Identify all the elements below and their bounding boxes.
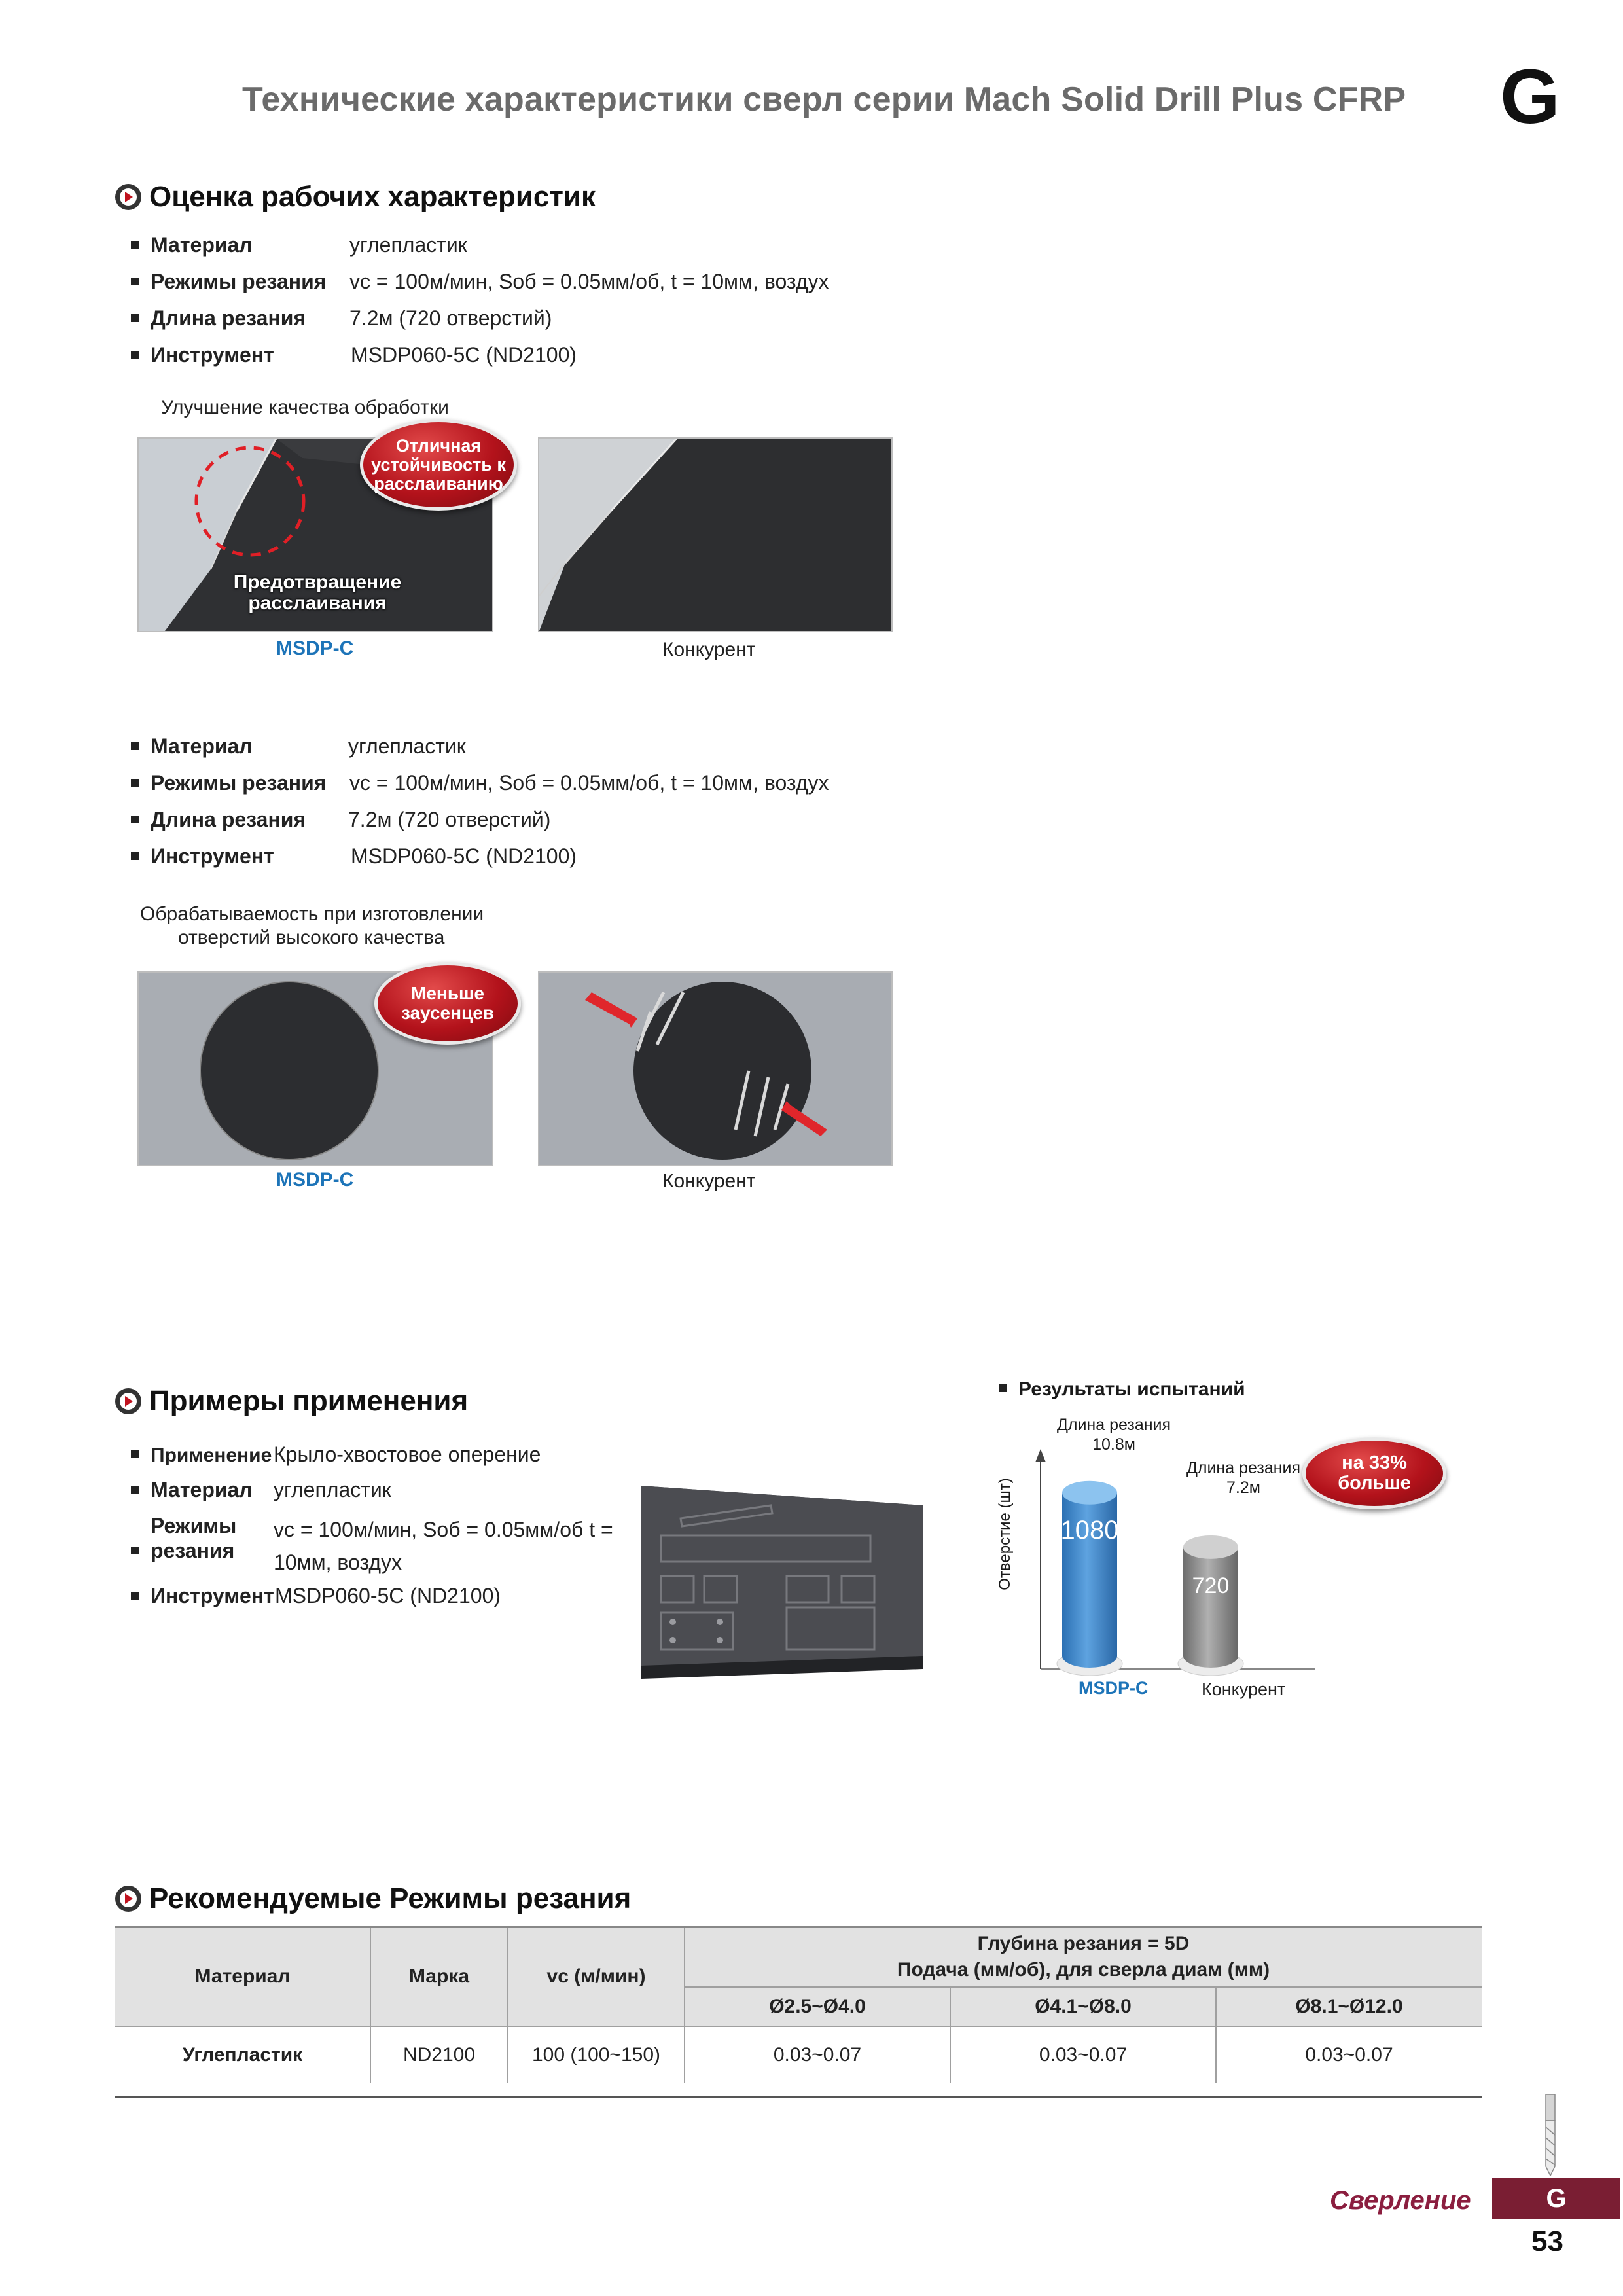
- page-header-title: Технические характеристики сверл серии Mach Solid Drill Plus CFRP: [242, 81, 1406, 118]
- square-bullet-icon: [131, 852, 139, 860]
- square-bullet-icon: [131, 1450, 139, 1458]
- spec-label: Длина резания: [151, 306, 306, 330]
- bar-top: [1062, 1481, 1117, 1505]
- applications-heading-text: Примеры применения: [149, 1385, 469, 1417]
- annotation-msdp: Длина резания 10.8м: [1056, 1416, 1171, 1454]
- spec-row: [131, 1584, 274, 1608]
- spec-label: Инструмент: [151, 343, 274, 367]
- spec-value: MSDP060-5C (ND2100): [351, 844, 577, 868]
- cfrp-part-illustration: [635, 1479, 936, 1689]
- cell-feed: 0.03~0.07: [950, 2026, 1216, 2083]
- badge-burrs: [374, 962, 521, 1045]
- col-diameter: Ø8.1~Ø12.0: [1216, 1987, 1482, 2026]
- chart-ylabel: Отверстие (шт): [996, 1478, 1014, 1590]
- spec-value: MSDP060-5C (ND2100): [351, 343, 577, 367]
- col-group: [685, 1928, 1482, 1987]
- photo-subtitle-1: Улучшение качества обработки: [161, 397, 449, 418]
- square-bullet-icon: [131, 1592, 139, 1600]
- table-bottom-rule: [115, 2096, 1482, 2098]
- spec-label: Длина резания: [151, 808, 306, 831]
- page-number: 53: [1531, 2225, 1563, 2257]
- spec-value: углепластик: [349, 233, 467, 257]
- spec-value: MSDP060-5C (ND2100): [275, 1584, 501, 1607]
- bar-body: [1183, 1547, 1238, 1656]
- bar-bottom: [1062, 1644, 1117, 1668]
- square-bullet-icon: [999, 1384, 1007, 1392]
- cell-feed: 0.03~0.07: [1216, 2026, 1482, 2083]
- spec-label: Материал: [151, 1478, 253, 1501]
- photo-subtitle-2b: отверстий высокого качества: [178, 927, 445, 948]
- photo-subtitle-2a: Обрабатываемость при изготовлении: [140, 903, 484, 925]
- caption-competitor-1: Конкурент: [662, 639, 756, 660]
- spec-row: [131, 233, 253, 257]
- square-bullet-icon: [131, 1486, 139, 1494]
- spec-value: vc = 100м/мин, Sоб = 0.05мм/об, t = 10мм, воздух: [349, 270, 829, 293]
- bar-top: [1183, 1535, 1238, 1559]
- square-bullet-icon: [131, 314, 139, 322]
- square-bullet-icon: [131, 742, 139, 750]
- spec-row: [131, 844, 274, 869]
- photo-competitor-edge: [538, 437, 893, 632]
- badge-burrs-text: Меньше заусенцев: [401, 983, 495, 1023]
- col-diameter: Ø4.1~Ø8.0: [950, 1987, 1216, 2026]
- section-bullet-icon: [115, 1388, 141, 1414]
- spec-value: 7.2м (720 отверстий): [349, 306, 552, 330]
- recommended-table: [115, 1928, 1482, 2083]
- spec-label: Режимы резания: [151, 270, 327, 293]
- footer-section-tab: [1492, 2178, 1620, 2219]
- bar-competitor: [1178, 1535, 1243, 1676]
- caption-competitor-2: Конкурент: [662, 1170, 756, 1192]
- footer-section-word: Сверление: [1330, 2186, 1471, 2215]
- overlay-delamination: Предотвращение расслаивания: [233, 571, 402, 614]
- results-title-text: Результаты испытаний: [1018, 1378, 1245, 1400]
- y-axis-arrow-icon: [1035, 1449, 1046, 1462]
- spec-label: Материал: [151, 233, 253, 257]
- spec-label: Режимы резания: [151, 771, 327, 795]
- badge-delamination-text: Отличная устойчивость к расслаиванию: [371, 435, 506, 493]
- spec-row: [131, 270, 326, 294]
- col-group-line1: Глубина резания = 5D: [977, 1933, 1190, 1954]
- section-letter: G: [1500, 54, 1560, 140]
- spec-row: [131, 771, 326, 795]
- cell-grade: ND2100: [370, 2026, 508, 2083]
- bar-value-label: 1080: [1060, 1515, 1119, 1545]
- evaluation-heading-text: Оценка рабочих характеристик: [149, 181, 596, 213]
- section-bullet-icon: [115, 184, 141, 210]
- bar-value-label: 720: [1192, 1573, 1230, 1598]
- spec-row: [131, 808, 306, 832]
- col-vc: vc (м/мин): [508, 1928, 685, 2026]
- bar-bottom: [1183, 1644, 1238, 1668]
- evaluation-heading: [115, 181, 596, 213]
- spec-value: углепластик: [274, 1478, 391, 1501]
- badge-delamination: [360, 419, 517, 511]
- badge-more-text: на 33% больше: [1338, 1452, 1411, 1494]
- table-header-row: [115, 1928, 1482, 1987]
- spec-label: Применение: [151, 1444, 272, 1466]
- bar-msdp: [1057, 1481, 1122, 1676]
- spec-label: Материал: [151, 734, 253, 758]
- applications-heading: [115, 1385, 468, 1418]
- caption-msdp-2: MSDP-C: [276, 1169, 354, 1191]
- caption-msdp-1: MSDP-C: [276, 637, 354, 659]
- square-bullet-icon: [131, 816, 139, 823]
- spec-row: [131, 1513, 255, 1563]
- section-bullet-icon: [115, 1886, 141, 1912]
- spec-value: Крыло-хвостовое оперение: [274, 1443, 541, 1466]
- spec-row: [131, 306, 306, 331]
- cell-vc: 100 (100~150): [508, 2026, 685, 2083]
- spec-label: Режимы резания: [151, 1514, 237, 1562]
- square-bullet-icon: [131, 351, 139, 359]
- cell-material: Углепластик: [115, 2026, 370, 2083]
- chart-category-msdp: MSDP-C: [1079, 1678, 1149, 1698]
- spec-value: vc = 100м/мин, Sоб = 0.05мм/об, t = 10мм, воздух: [349, 771, 829, 795]
- spec-value: углепластик: [348, 734, 466, 758]
- square-bullet-icon: [131, 779, 139, 787]
- spec-row: [131, 343, 274, 367]
- spec-row: [131, 1478, 253, 1502]
- footer-tab-letter: G: [1546, 2183, 1567, 2213]
- chart-category-competitor: Конкурент: [1202, 1679, 1286, 1699]
- col-material: Материал: [115, 1928, 370, 2026]
- spec-row: [131, 734, 253, 759]
- spec-row: [131, 1443, 272, 1467]
- square-bullet-icon: [131, 241, 139, 249]
- col-grade: Марка: [370, 1928, 508, 2026]
- square-bullet-icon: [131, 278, 139, 285]
- col-group-line2: Подача (мм/об), для сверла диам (мм): [897, 1959, 1270, 1981]
- table-row: [115, 2026, 1482, 2083]
- bars-group: [1057, 1481, 1243, 1676]
- results-title: [999, 1378, 1245, 1401]
- cell-feed: 0.03~0.07: [685, 2026, 950, 2083]
- spec-value: vc = 100м/мин, Sоб = 0.05мм/об t = 10мм, воздух: [274, 1518, 613, 1574]
- recommended-heading-text: Рекомендуемые Режимы резания: [149, 1882, 632, 1914]
- spec-label: Инструмент: [151, 1584, 274, 1607]
- spec-label: Инструмент: [151, 844, 274, 868]
- photo-competitor-hole: [538, 971, 893, 1166]
- recommended-heading: [115, 1882, 631, 1915]
- spec-value: 7.2м (720 отверстий): [348, 808, 551, 831]
- badge-more: [1302, 1437, 1446, 1509]
- col-diameter: Ø2.5~Ø4.0: [685, 1987, 950, 2026]
- annotation-competitor: Длина резания 7.2м: [1186, 1459, 1301, 1497]
- square-bullet-icon: [131, 1547, 139, 1554]
- drill-icon: [1541, 2094, 1560, 2176]
